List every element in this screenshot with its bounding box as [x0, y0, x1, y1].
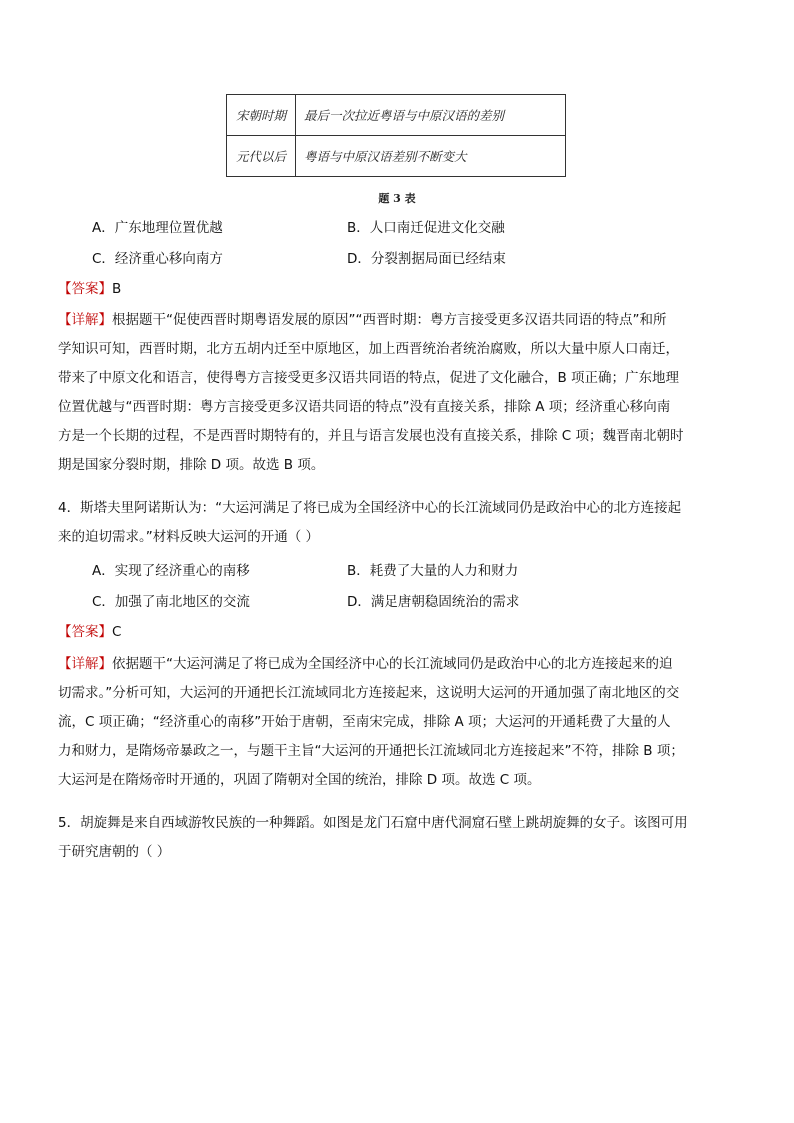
dialect-history-table [226, 94, 566, 177]
q4-stem [58, 494, 738, 552]
answer-tag: 【答案】 [58, 624, 112, 640]
answer-tag: 【答案】 [58, 281, 112, 297]
q4-option-b: B．耗费了大量的人力和财力 [347, 563, 519, 579]
table-cell-period: 元代以后 [227, 136, 296, 177]
stem-line: 5．胡旋舞是来自西域游牧民族的一种舞蹈。如图是龙门石窟中唐代洞窟石壁上跳胡旋舞的女子。该图可用 [58, 815, 688, 831]
explanation-line: 期是国家分裂时期，排除 D 项。故选 B 项。 [58, 457, 325, 473]
q4-answer [58, 622, 121, 642]
q3-option-c: C．经济重心移向南方 [92, 251, 223, 267]
explanation-line: 力和财力，是隋炀帝暴政之一，与题干主旨“大运河的开通把长江流域同北方连接起来”不符，排除 B 项； [58, 743, 684, 759]
q3-answer [58, 279, 121, 299]
explanation-line: 方是一个长期的过程，不是西晋时期特有的，并且与语言发展也没有直接关系，排除 C 项；魏晋南北朝时 [58, 428, 684, 444]
explanation-line: 大运河是在隋炀帝时开通的，巩固了隋朝对全国的统治，排除 D 项。故选 C 项。 [58, 772, 541, 788]
answer-value: B [112, 281, 122, 297]
explanation-line: 切需求。”分析可知，大运河的开通把长江流域同北方连接起来，这说明大运河的开通加强了南北地区的交 [58, 685, 680, 701]
table-caption: 题 3 表 [378, 192, 416, 205]
table-row [227, 136, 566, 177]
q4-option-c: C．加强了南北地区的交流 [92, 594, 250, 610]
q3-option-d: D．分裂割据局面已经结束 [347, 251, 506, 267]
table-cell-period: 宋朝时期 [227, 95, 296, 136]
table-cell-desc: 粤语与中原汉语差别不断变大 [296, 136, 566, 177]
stem-line: 来的迫切需求。”材料反映大运河的开通（ ） [58, 529, 320, 545]
explanation-line: 【详解】依据题干“大运河满足了将已成为全国经济中心的长江流域同仍是政治中心的北方连接起来的迫 [58, 656, 673, 672]
detail-tag: 【详解】 [58, 656, 112, 672]
q4-option-a: A．实现了经济重心的南移 [92, 563, 250, 579]
explanation-line: 位置优越与“西晋时期：粤方言接受更多汉语共同语的特点”没有直接关系，排除 A 项；经济重心移向南 [58, 399, 671, 415]
table-cell-desc: 最后一次拉近粤语与中原汉语的差别 [296, 95, 566, 136]
table-row [227, 95, 566, 136]
explanation-line: 流，C 项正确；“经济重心的南移”开始于唐朝，至南宋完成，排除 A 项；大运河的开通耗费了大量的人 [58, 714, 671, 730]
q3-option-a: A．广东地理位置优越 [92, 220, 223, 236]
q3-explanation [58, 306, 738, 480]
q5-stem [58, 809, 738, 867]
stem-line: 4．斯塔夫里阿诺斯认为：“大运河满足了将已成为全国经济中心的长江流域同仍是政治中心的北方连接起 [58, 500, 682, 516]
q4-option-d: D．满足唐朝稳固统治的需求 [347, 594, 520, 610]
explanation-line: 带来了中原文化和语言，使得粤方言接受更多汉语共同语的特点，促进了文化融合，B 项正确；广东地理 [58, 370, 680, 386]
answer-value: C [112, 624, 122, 640]
q4-explanation [58, 650, 738, 795]
explanation-line: 学知识可知，西晋时期，北方五胡内迁至中原地区，加上西晋统治者统治腐败，所以大量中原人口南迁， [58, 341, 679, 357]
explanation-line: 【详解】根据题干“促使西晋时期粤语发展的原因”“西晋时期：粤方言接受更多汉语共同语的特点”和所 [58, 312, 667, 328]
q3-option-b: B．人口南迁促进文化交融 [347, 220, 505, 236]
detail-tag: 【详解】 [58, 312, 112, 328]
stem-line: 于研究唐朝的（ ） [58, 844, 171, 860]
